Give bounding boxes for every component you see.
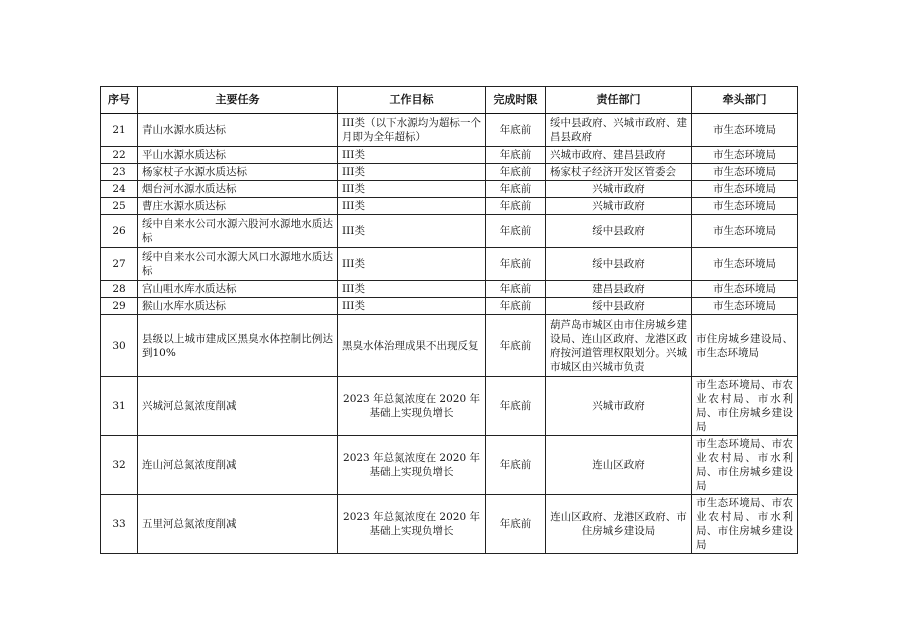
row-deadline: 年底前 (486, 164, 546, 181)
row-responsible: 绥中县政府 (546, 215, 692, 248)
table-row (101, 377, 798, 436)
row-lead: 市生态环境局、市农业农村局、市水利局、市住房城乡建设局 (692, 377, 798, 436)
row-responsible: 兴城市政府 (546, 198, 692, 215)
row-no: 27 (101, 248, 138, 281)
row-deadline: 年底前 (486, 436, 546, 495)
table-row (101, 215, 798, 248)
row-lead: 市生态环境局、市农业农村局、市水利局、市住房城乡建设局 (692, 436, 798, 495)
row-no: 28 (101, 281, 138, 298)
row-lead: 市生态环境局 (692, 248, 798, 281)
header-lead: 牵头部门 (692, 87, 798, 114)
row-goal: 黑臭水体治理成果不出现反复 (338, 315, 486, 377)
row-lead: 市生态环境局 (692, 164, 798, 181)
row-goal: III类 (338, 281, 486, 298)
row-no: 25 (101, 198, 138, 215)
row-responsible: 绥中县政府 (546, 298, 692, 315)
row-no: 33 (101, 495, 138, 554)
row-task: 曹庄水源水质达标 (138, 198, 338, 215)
table-row (101, 281, 798, 298)
row-deadline: 年底前 (486, 377, 546, 436)
row-goal: III类 (338, 215, 486, 248)
row-deadline: 年底前 (486, 147, 546, 164)
row-no: 29 (101, 298, 138, 315)
row-deadline: 年底前 (486, 198, 546, 215)
row-goal: III类 (338, 164, 486, 181)
row-lead: 市住房城乡建设局、市生态环境局 (692, 315, 798, 377)
table-row (101, 248, 798, 281)
row-no: 22 (101, 147, 138, 164)
row-task: 绥中自来水公司水源大风口水源地水质达标 (138, 248, 338, 281)
row-lead: 市生态环境局 (692, 181, 798, 198)
row-no: 21 (101, 114, 138, 147)
row-no: 23 (101, 164, 138, 181)
table-row (101, 164, 798, 181)
row-goal: III类（以下水源均为超标一个月即为全年超标） (338, 114, 486, 147)
row-lead: 市生态环境局 (692, 281, 798, 298)
row-lead: 市生态环境局 (692, 215, 798, 248)
row-task: 连山河总氮浓度削减 (138, 436, 338, 495)
row-deadline: 年底前 (486, 281, 546, 298)
row-responsible: 连山区政府 (546, 436, 692, 495)
row-deadline: 年底前 (486, 215, 546, 248)
row-goal: III类 (338, 181, 486, 198)
row-responsible: 绥中县政府、兴城市政府、建昌县政府 (546, 114, 692, 147)
row-no: 30 (101, 315, 138, 377)
row-responsible: 兴城市政府、建昌县政府 (546, 147, 692, 164)
table-row (101, 181, 798, 198)
header-deadline: 完成时限 (486, 87, 546, 114)
row-task: 烟台河水源水质达标 (138, 181, 338, 198)
row-lead: 市生态环境局 (692, 114, 798, 147)
row-responsible: 葫芦岛市城区由市住房城乡建设局、连山区政府、龙港区政府按河道管理权限划分。兴城市城区由兴城市负责 (546, 315, 692, 377)
row-no: 24 (101, 181, 138, 198)
row-responsible: 绥中县政府 (546, 248, 692, 281)
table-row (101, 198, 798, 215)
row-goal: 2023 年总氮浓度在 2020 年基础上实现负增长 (338, 377, 486, 436)
table-row (101, 114, 798, 147)
row-task: 青山水源水质达标 (138, 114, 338, 147)
row-goal: 2023 年总氮浓度在 2020 年基础上实现负增长 (338, 436, 486, 495)
header-row (101, 87, 798, 114)
row-task: 宫山咀水库水质达标 (138, 281, 338, 298)
table-row (101, 298, 798, 315)
row-responsible: 杨家杖子经济开发区管委会 (546, 164, 692, 181)
row-deadline: 年底前 (486, 181, 546, 198)
row-deadline: 年底前 (486, 114, 546, 147)
row-goal: III类 (338, 248, 486, 281)
row-goal: III类 (338, 147, 486, 164)
row-no: 26 (101, 215, 138, 248)
table-row (101, 495, 798, 554)
row-deadline: 年底前 (486, 495, 546, 554)
row-responsible: 兴城市政府 (546, 377, 692, 436)
row-responsible: 兴城市政府 (546, 181, 692, 198)
row-goal: 2023 年总氮浓度在 2020 年基础上实现负增长 (338, 495, 486, 554)
table-row (101, 147, 798, 164)
table-row (101, 315, 798, 377)
row-no: 31 (101, 377, 138, 436)
header-goal: 工作目标 (338, 87, 486, 114)
row-lead: 市生态环境局 (692, 147, 798, 164)
row-lead: 市生态环境局、市农业农村局、市水利局、市住房城乡建设局 (692, 495, 798, 554)
row-task: 杨家杖子水源水质达标 (138, 164, 338, 181)
row-goal: III类 (338, 298, 486, 315)
header-responsible: 责任部门 (546, 87, 692, 114)
row-responsible: 建昌县政府 (546, 281, 692, 298)
table-row (101, 436, 798, 495)
row-task: 五里河总氮浓度削减 (138, 495, 338, 554)
row-task: 平山水源水质达标 (138, 147, 338, 164)
row-deadline: 年底前 (486, 315, 546, 377)
row-task: 猴山水库水质达标 (138, 298, 338, 315)
row-responsible: 连山区政府、龙港区政府、市住房城乡建设局 (546, 495, 692, 554)
row-goal: III类 (338, 198, 486, 215)
task-table (100, 86, 798, 554)
row-no: 32 (101, 436, 138, 495)
row-deadline: 年底前 (486, 298, 546, 315)
row-lead: 市生态环境局 (692, 198, 798, 215)
header-no: 序号 (101, 87, 138, 114)
header-task: 主要任务 (138, 87, 338, 114)
row-task: 兴城河总氮浓度削减 (138, 377, 338, 436)
row-task: 县级以上城市建成区黑臭水体控制比例达到10% (138, 315, 338, 377)
row-deadline: 年底前 (486, 248, 546, 281)
row-lead: 市生态环境局 (692, 298, 798, 315)
row-task: 绥中自来水公司水源六股河水源地水质达标 (138, 215, 338, 248)
